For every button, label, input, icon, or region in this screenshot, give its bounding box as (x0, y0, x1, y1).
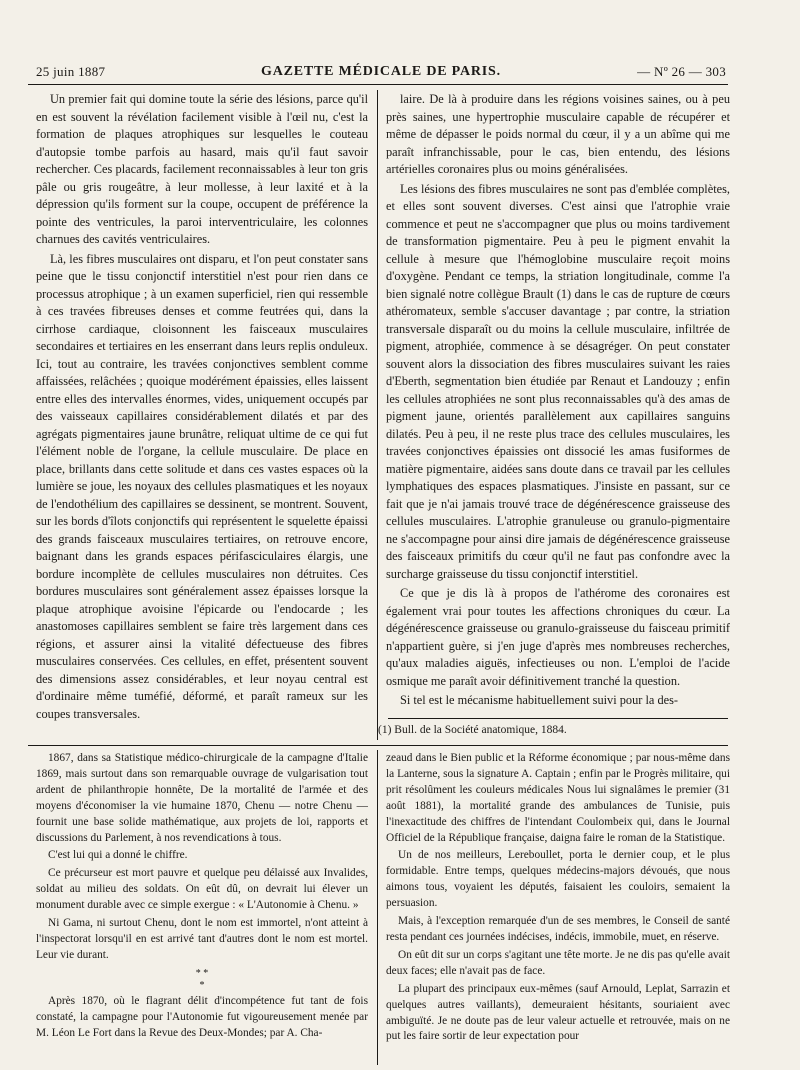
issue-page-number: — Nº 26 — 303 (637, 64, 726, 79)
footnote: (1) Bull. de la Société anatomique, 1884. (378, 724, 567, 736)
paragraph: La plupart des principaux eux-mêmes (sauf Arnould, Leplat, Sarrazin et quelques autres vaillants), demeuraient hésitants, souriaient avec ambiguïté. Je ne doute pas de leur valeur actuelle et retrouvée, mais on ne put les faire sortir de leur expectation pour (386, 982, 730, 1043)
paragraph: Un premier fait qui domine toute la série des lésions, parce qu'il en est souvent la révélation facilement visible à l'œil nu, c'est la formation de plaques atrophiques sur lesquelles le couteau d'autopsie tombe parfois au hasard, mais qu'il faut savoir rechercher. Ces placards, facilement reconnaissables à leur ton gris pâle ou gris rougeâtre, à leur mollesse, à leur laxité et à la dépression qu'ils forment sur la coupe, occupent de préférence la pointe des ventricules, la paroi interventriculaire, les colonnes charnues des cavités ventriculaires. (36, 92, 368, 246)
paragraph: Ce précurseur est mort pauvre et quelque peu délaissé aux Invalides, soldat au milieu des soldats. On eût dû, on devrait lui élever un monument durable avec ce simple exergue : « L'Autonomie à Chenu. » (36, 867, 368, 912)
paragraph: Un de nos meilleurs, Lereboullet, porta le dernier coup, et le plus formidable. Entre temps, quelques médecins-majors dévoués, que nous aimons tous, voyaient les députés, faisaient les couloirs, semaient la persuasion. (386, 849, 730, 910)
header-rule (28, 84, 728, 85)
paragraph: laire. De là à produire dans les régions voisines saines, ou à peu près saines, une hypertrophie musculaire capable de récupérer et même de dépasser le poids normal du cœur, il y a un abîme qui me paraît infranchissable, pour le cas, bien entendu, des lésions artérielles coronaires plus ou moins généralisées. (386, 92, 730, 176)
asterism: * * * (195, 967, 209, 991)
paragraph: Après 1870, où le flagrant délit d'incompétence fut tant de fois constaté, la campagne pour l'Autonomie fut vigoureusement menée par M. Léon Le Fort dans la Revue des Deux-Mondes; par A. Cha- (36, 994, 368, 1039)
lower-column-divider (377, 750, 378, 1065)
paragraph: Les lésions des fibres musculaires ne sont pas d'emblée complètes, et elles sont souvent diverses. C'est ainsi que l'atrophie vraie commence et peut ne s'accompagner que plus ou moins tardivement de transformation pigmentaire. Peu à peu le pigment envahit la cellule à mesure que l'hémoglobine musculaire reçoit moins d'oxygène. Pendant ce temps, la striation longitudinale, comme l'a bien signalé notre collègue Brault (1) dans le cas de rupture de cœurs athéromateux, semble s'accuser davantage ; par contre, la striation transversale disparaît ou du moins la cellule musculaire, infiltrée de pigment, atrophiée, commence à se désagréger. On peut constater souvent alors la dissociation des fibres musculaires suivant les raies d'Eberth, segmentation bien étudiée par Renaut et Landouzy ; enfin les cellules atrophiées ne sont plus reconnaissables qu'à des amas de pigment jaune, orientés parallèlement aux capillaires sanguins dilatés. Peu à peu, il ne reste plus trace des cellules musculaires, les travées conjonctives épaissies ont dissocié les amas fusiformes de matière pigmentaire, aidées sans doute dans ce travail par les cellules lymphatiques des espaces plasmatiques. J'insiste en passant, sur ce fait que je n'ai jamais trouvé trace de dégénérescence graisseuse des cellules musculaires. L'atrophie granuleuse ou granulo-pigmentaire ne s'accompagne pour ainsi dire jamais de dégénérescence graisseuse des faisceaux primitifs du cœur qu'il ne faut pas confondre avec la surcharge graisseuse du tissu conjonctif interstitiel. (386, 181, 730, 581)
paragraph: C'est lui qui a donné le chiffre. (48, 849, 188, 862)
paragraph: Ce que je dis là à propos de l'athérome des coronaires est également vrai pour toutes les affections chroniques du cœur. La dégénérescence graisseuse ou granulo-graisseuse du faisceau primitif n'appartient guère, si j'en juge d'après mes nombreuses recherches, qu'aux maladies aiguës, infectieuses ou non. L'emploi de l'acide osmique me paraît avoir définitivement tranché la question. (386, 586, 730, 688)
running-header (36, 64, 726, 86)
paragraph: Ni Gama, ni surtout Chenu, dont le nom est immortel, n'ont atteint à l'inspectorat lorsqu'il en est arrivé tant d'autres dont le nom est mortel. Leur vie durant. (36, 917, 368, 961)
paragraph: zeaud dans le Bien public et la Réforme économique ; par nous-même dans la Lanterne, sous la signature A. Captain ; enfin par le Progrès militaire, qui prit résolûment les couleurs médicales Nous lui signalâmes le premier (31 août 1881), la mortalité grande des ambulances de Tunisie, puis l'inexactitude des chiffres de l'intendant Coulombeix qui, dans le Journal Officiel de la République française, daigna faire le roman de la Statistique. (386, 752, 730, 844)
upper-left-column (36, 91, 368, 721)
section-rule (28, 745, 728, 746)
upper-right-column (386, 91, 730, 718)
footnote-rule (388, 718, 728, 719)
lower-right-column (386, 751, 730, 1067)
journal-title: GAZETTE MÉDICALE DE PARIS. (261, 64, 501, 79)
paragraph: Mais, à l'exception remarquée d'un de ses membres, le Conseil de santé resta pendant ces journées indécises, indécis, immobile, muet, en réserve. (386, 915, 730, 943)
paragraph: Là, les fibres musculaires ont disparu, et l'on peut constater sans peine que le tissu conjonctif interstitiel n'est pour rien dans ce processus atrophique ; à un examen superficiel, rien qui ressemble à ces travées fibreuses denses et comme feutrées qui, dans la cirrhose cardiaque, cloisonnent les faisceaux musculaires secondaires et tertiaires en les enserrant dans leurs replis onduleux. Ici, tout au contraire, les travées conjonctives semblent comme affaissées, relâchées ; quoique modérément épaissies, elles laissent entre elles des intervalles énormes, vides, uniquement occupés par des vaisseaux capillaires considérablement dilatés et par des agrégats pigmentaires jaune brunâtre, reliquat ultime de ce qui fut l'élément noble de l'organe, la cellule musculaire. De place en place, brillants dans cette solitude et dans ces vastes espaces où la lumière se joue, les noyaux des cellules plasmatiques et les noyaux de l'endothélium des capillaires se dessinent, se montrent. Souvent, sur les bords d'îlots conjonctifs qui représentent le squelette épaissi des grands faisceaux musculaires tertiaires, on retrouve encore, baignant dans les grands espaces périfasciculaires élargis, une bordure incomplète de cellules musculaires non détruites. Ces bordures musculaires sont généralement assez épaisses lorsque la plaque atrophique avoisine l'épicarde ou l'endocarde ; les anastomoses capillaires semblent se faire très largement dans ces régions, et assurer ainsi la vitalité défectueuse des fibres musculaires conservées. Ces cellules, en effet, présentent souvent des dimensions assez considérables, et leur noyau central est d'ordinaire même tuméfié, déformé, et paraît rameux sur les coupes transversales. (36, 251, 368, 721)
header-date: 25 juin 1887 (36, 64, 106, 79)
upper-column-divider (377, 90, 378, 740)
paragraph: Si tel est le mécanisme habituellement suivi pour la des- (400, 693, 679, 707)
lower-left-column (36, 751, 368, 1067)
paragraph: On eût dit sur un corps s'agitant une tête morte. Je ne dis pas qu'elle avait deux faces; elle n'avait pas de face. (386, 948, 730, 977)
paragraph: 1867, dans sa Statistique médico-chirurgicale de la campagne d'Italie 1869, mais surtout dans son remarquable ouvrage de vulgarisation tout ardent de philanthropie honnête, De la mortalité de l'armée et des moyens d'économiser la vie humaine 1870, Chenu — notre Chenu — fournit une base solide mathématique, aux projets de loi, rapports et discussions du Parlement, à nos revendications à tous. (36, 752, 368, 844)
